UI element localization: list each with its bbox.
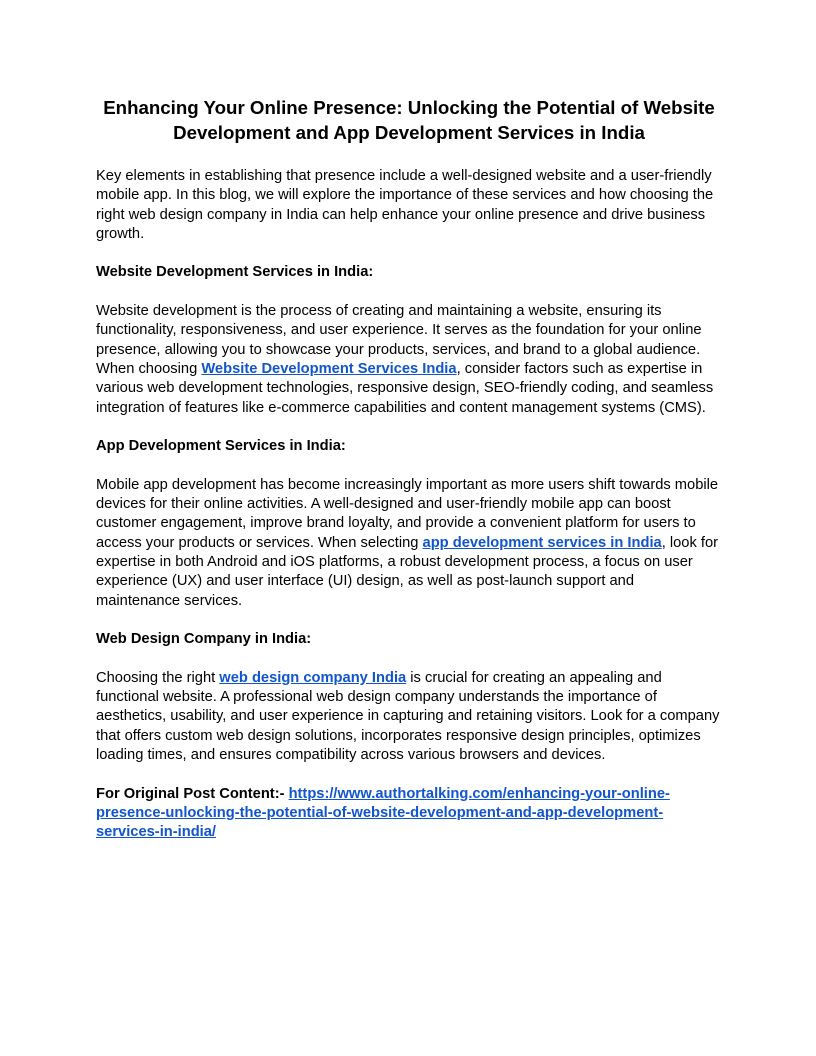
section-paragraph-website-development: [96, 302, 722, 418]
section-heading-website-development: Website Development Services in India:: [96, 264, 374, 281]
paragraph-text: , look for expertise in both Android and iOS platforms, a robust development process, a focus on user experience (UX) and user interface (UI) design, as well as post-launch support and maintenance services.: [96, 534, 719, 609]
page-title: Enhancing Your Online Presence: Unlocking the Potential of Website Development and App Development Services in India: [103, 97, 715, 143]
document-page: [96, 95, 722, 862]
paragraph-text: Choosing the right: [96, 669, 220, 686]
section-heading-app-development: App Development Services in India:: [96, 438, 346, 455]
website-development-link[interactable]: Website Development Services India: [201, 360, 457, 377]
source-label: For Original Post Content:-: [96, 785, 289, 802]
paragraph-text: Mobile app development has become increasingly important as more users shift towards mobile devices for their online activities. A well-designed and user-friendly mobile app can boost customer engagement, improve brand loyalty, and provide a convenient platform for users to access your products or services. When selecting: [96, 476, 719, 551]
original-post-link[interactable]: https://www.authortalking.com/enhancing-your-online-presence-unlocking-the-potential-of-website-development-and-app-development-services-in-india/: [96, 785, 670, 841]
section-paragraph-web-design: [96, 669, 722, 765]
intro-paragraph: Key elements in establishing that presence include a well-designed website and a user-friendly mobile app. In this blog, we will explore the importance of these services and how choosing the right web design company in India can help enhance your online presence and drive business growth.: [96, 168, 714, 242]
section-paragraph-app-development: [96, 476, 722, 611]
paragraph-text: is crucial for creating an appealing and functional website. A professional web design company understands the importance of aesthetics, usability, and user experience in capturing and retaining visitors. Look for a company that offers custom web design solutions, incorporates responsive design principles, optimizes loading times, and ensures compatibility across various browsers and devices.: [96, 669, 720, 763]
paragraph-text: Website development is the process of creating and maintaining a website, ensuring its functionality, responsiveness, and user experience. It serves as the foundation for your online presence, allowing you to showcase your products, services, and brand to a global audience. When choosing: [96, 303, 702, 377]
section-heading-web-design: Web Design Company in India:: [96, 631, 312, 648]
source-paragraph: [96, 785, 722, 843]
app-development-link[interactable]: app development services in India: [422, 534, 662, 551]
web-design-company-link[interactable]: web design company India: [219, 669, 407, 686]
paragraph-text: , consider factors such as expertise in various web development technologies, responsive design, SEO-friendly coding, and seamless integration of features like e-commerce capabilities and content management systems (CMS).: [96, 360, 714, 416]
